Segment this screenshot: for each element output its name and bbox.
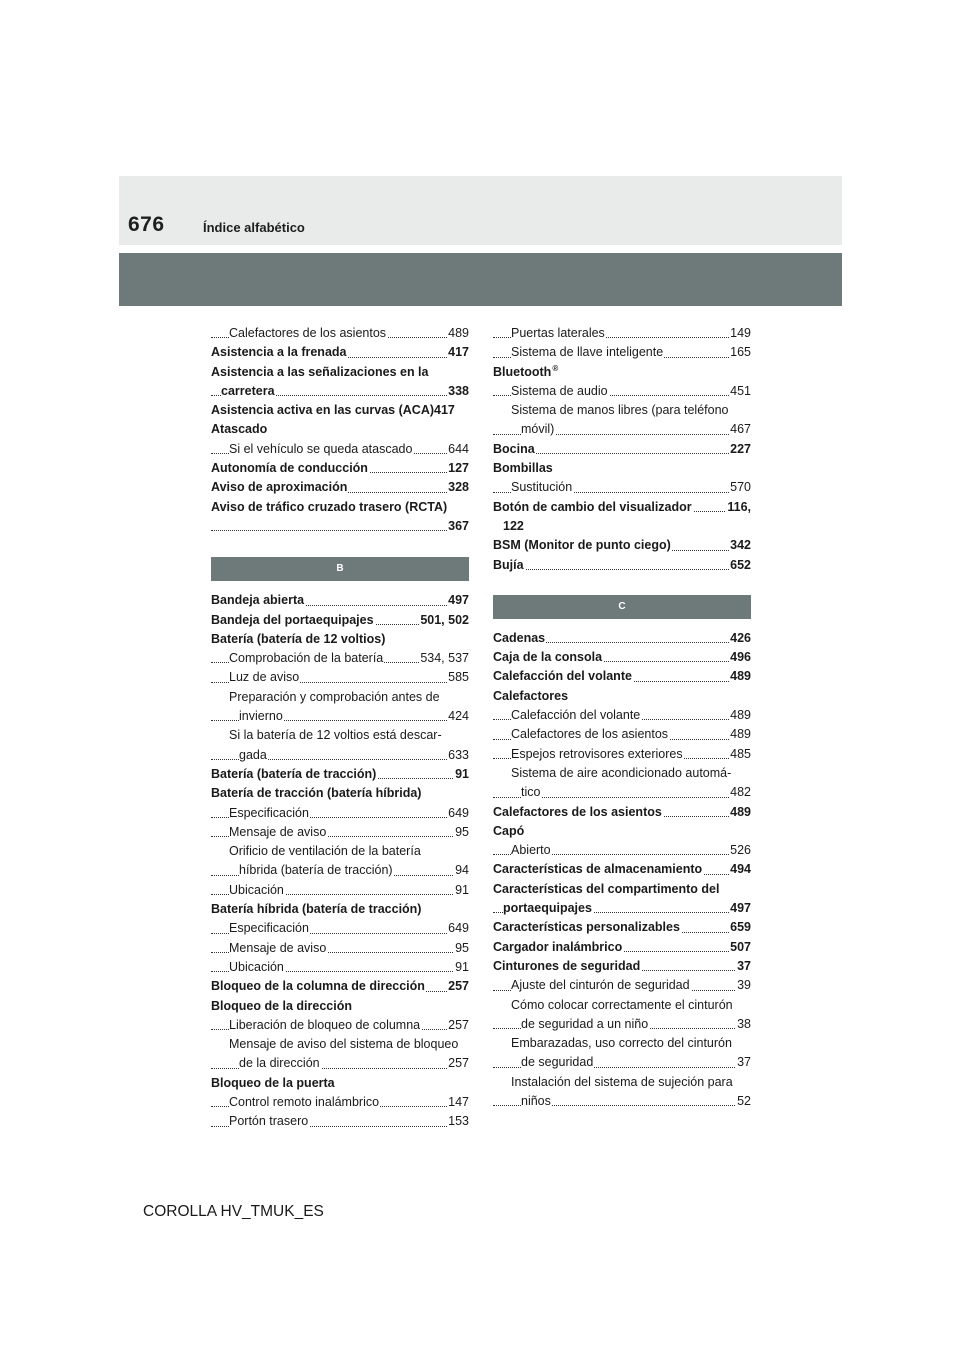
index-entry-page: 426 bbox=[729, 629, 751, 648]
index-entry bbox=[211, 726, 469, 745]
index-entry-term: Batería (batería de tracción) bbox=[211, 766, 377, 781]
index-entry bbox=[493, 880, 751, 899]
index-entry bbox=[211, 1016, 469, 1035]
index-entry-page: 585 bbox=[447, 668, 469, 687]
index-entry-page: 570 bbox=[729, 478, 751, 497]
index-entry-term bbox=[221, 519, 222, 533]
registered-mark: ® bbox=[552, 363, 559, 373]
index-entry-page: 451 bbox=[729, 382, 751, 401]
index-entry-term: Sistema de llave inteligente bbox=[511, 345, 664, 360]
index-entry-page: 95 bbox=[454, 939, 469, 958]
index-entry bbox=[211, 746, 469, 765]
index-entry bbox=[493, 324, 751, 343]
index-entry bbox=[493, 783, 751, 802]
index-entry bbox=[211, 478, 469, 497]
index-entry bbox=[493, 745, 751, 764]
index-entry bbox=[493, 938, 751, 957]
index-entry-page: 38 bbox=[736, 1015, 751, 1034]
index-entry-term: Mensaje de aviso bbox=[229, 940, 327, 955]
index-entry-term: 122 bbox=[503, 518, 524, 533]
index-entry bbox=[211, 517, 469, 536]
index-entry-term: Botón de cambio del visualizador bbox=[493, 499, 692, 514]
index-entry-page: 489 bbox=[729, 667, 751, 686]
index-entry bbox=[493, 556, 751, 575]
index-entry-page: 367 bbox=[447, 517, 469, 536]
index-entry-term: portaequipajes bbox=[503, 901, 592, 916]
index-entry-page: 507 bbox=[729, 938, 751, 957]
index-entry-page: 257 bbox=[447, 1016, 469, 1035]
index-entry-term: Caja de la consola bbox=[493, 650, 603, 665]
dot-leader bbox=[493, 569, 751, 570]
dot-leader bbox=[211, 530, 469, 531]
index-entry bbox=[493, 401, 751, 420]
index-entry bbox=[493, 648, 751, 667]
index-entry-page: 424 bbox=[447, 707, 469, 726]
index-entry bbox=[211, 688, 469, 707]
index-entry-term: Bombillas bbox=[493, 461, 553, 476]
index-entry-page: 39 bbox=[736, 976, 751, 995]
index-entry-page: 328 bbox=[447, 478, 469, 497]
index-entry bbox=[211, 707, 469, 726]
index-entry bbox=[211, 1112, 469, 1131]
index-entry-term: de seguridad bbox=[521, 1055, 594, 1070]
index-entry bbox=[211, 1074, 469, 1093]
index-entry-page: 52 bbox=[736, 1092, 751, 1111]
index-entry bbox=[211, 919, 469, 938]
index-entry-term: Capó bbox=[493, 823, 525, 838]
index-entry-page: 116, bbox=[726, 498, 751, 517]
index-entry-page: 417 bbox=[447, 343, 469, 362]
index-entry-page: 147 bbox=[447, 1093, 469, 1112]
index-entry-term: Liberación de bloqueo de columna bbox=[229, 1017, 421, 1032]
index-entry bbox=[493, 1073, 751, 1092]
index-entry-term: Asistencia a las señalizaciones en la bbox=[211, 364, 429, 379]
index-column-left bbox=[211, 324, 469, 1132]
index-entry-term: Bloqueo de la puerta bbox=[211, 1075, 335, 1090]
index-entry bbox=[493, 860, 751, 879]
index-entry-term: Espejos retrovisores exteriores bbox=[511, 746, 683, 761]
index-entry-page: 482 bbox=[729, 783, 751, 802]
index-entry-term: Batería híbrida (batería de tracción) bbox=[211, 902, 422, 917]
index-entry-term: Atascado bbox=[211, 422, 268, 437]
index-entry-page: 91 bbox=[454, 765, 469, 784]
index-entry-page: 91 bbox=[454, 881, 469, 900]
index-entry-term: Sistema de audio bbox=[511, 383, 608, 398]
index-entry-page: 37 bbox=[736, 957, 751, 976]
index-entry-term: invierno bbox=[239, 709, 283, 724]
index-entry-term: Puertas laterales bbox=[511, 326, 605, 340]
index-entry bbox=[493, 667, 751, 686]
index-entry bbox=[493, 976, 751, 995]
index-entry-page: 633 bbox=[447, 746, 469, 765]
index-entry-term: de seguridad a un niño bbox=[521, 1016, 649, 1031]
index-entry-term: tico bbox=[521, 785, 541, 800]
index-entry-term: Sistema de aire acondicionado automá- bbox=[511, 765, 732, 780]
index-entry-page: 37 bbox=[736, 1053, 751, 1072]
index-entry bbox=[493, 822, 751, 841]
index-entry bbox=[211, 900, 469, 919]
index-group bbox=[211, 591, 469, 1131]
index-entry-term: niños bbox=[521, 1093, 551, 1108]
index-entry-term: Cinturones de seguridad bbox=[493, 958, 641, 973]
index-entry-page: 501, 502 bbox=[419, 611, 469, 630]
index-entry-page: 489 bbox=[729, 803, 751, 822]
index-entry bbox=[211, 823, 469, 842]
index-entry-page: 489 bbox=[447, 324, 469, 343]
index-entry-term: Bandeja del portaequipajes bbox=[211, 612, 374, 627]
index-entry-term: Ubicación bbox=[229, 882, 284, 897]
index-entry-page: 497 bbox=[447, 591, 469, 610]
index-entry-page: 165 bbox=[729, 343, 751, 362]
index-entry bbox=[211, 498, 469, 517]
index-entry bbox=[211, 440, 469, 459]
index-entry bbox=[493, 420, 751, 439]
index-entry bbox=[493, 725, 751, 744]
index-entry-term: Asistencia activa en las curvas (ACA)417 bbox=[211, 403, 455, 418]
index-entry bbox=[493, 478, 751, 497]
index-entry bbox=[211, 1093, 469, 1112]
index-entry-term: Luz de aviso bbox=[229, 670, 300, 685]
index-entry bbox=[493, 536, 751, 555]
index-entry-term: Calefactores de los asientos bbox=[493, 804, 662, 819]
index-entry bbox=[211, 668, 469, 687]
section-title: Índice alfabético bbox=[203, 220, 305, 235]
index-entry-term: móvil) bbox=[521, 422, 555, 437]
index-entry bbox=[493, 440, 751, 459]
index-entry bbox=[493, 382, 751, 401]
index-entry-term: Bloqueo de la columna de dirección bbox=[211, 979, 425, 994]
index-entry-page: 485 bbox=[729, 745, 751, 764]
page-number: 676 bbox=[128, 213, 165, 236]
index-entry-term: Especificación bbox=[229, 921, 309, 936]
index-entry bbox=[211, 459, 469, 478]
index-entry-page: 257 bbox=[447, 977, 469, 996]
index-entry bbox=[493, 459, 751, 478]
index-entry-term: Control remoto inalámbrico bbox=[229, 1094, 380, 1109]
index-entry-page: 227 bbox=[729, 440, 751, 459]
index-entry-term: Abierto bbox=[511, 843, 551, 858]
index-entry-page: 496 bbox=[729, 648, 751, 667]
index-group bbox=[493, 629, 751, 1111]
index-entry bbox=[493, 1053, 751, 1072]
index-entry-page: 526 bbox=[729, 841, 751, 860]
index-entry-term: Portón trasero bbox=[229, 1114, 309, 1129]
index-entry-term: carretera bbox=[221, 383, 275, 398]
index-entry bbox=[493, 706, 751, 725]
index-entry bbox=[493, 899, 751, 918]
index-entry-term: Si el vehículo se queda atascado bbox=[229, 441, 413, 456]
index-entry bbox=[493, 687, 751, 706]
index-entry-term: Preparación y comprobación antes de bbox=[229, 689, 440, 704]
header-dark-bar bbox=[119, 253, 842, 306]
footer-model-code: COROLLA HV_TMUK_ES bbox=[143, 1203, 324, 1220]
index-entry-term: Aviso de aproximación bbox=[211, 480, 348, 495]
index-entry-page: 494 bbox=[729, 860, 751, 879]
index-entry bbox=[493, 517, 751, 536]
index-entry bbox=[493, 629, 751, 648]
index-entry bbox=[211, 804, 469, 823]
index-entry bbox=[211, 977, 469, 996]
index-entry bbox=[211, 1054, 469, 1073]
index-entry bbox=[211, 324, 469, 343]
index-entry-page: 342 bbox=[729, 536, 751, 555]
index-group bbox=[493, 324, 751, 575]
index-entry-term: Autonomía de conducción bbox=[211, 461, 368, 476]
index-entry-page: 649 bbox=[447, 919, 469, 938]
index-entry-term: híbrida (batería de tracción) bbox=[239, 863, 393, 878]
index-entry-page: 153 bbox=[447, 1112, 469, 1131]
index-entry-term: Instalación del sistema de sujeción para bbox=[511, 1074, 733, 1089]
index-group bbox=[211, 324, 469, 536]
index-entry-term: Ubicación bbox=[229, 959, 284, 974]
index-entry-term: Cómo colocar correctamente el cinturón bbox=[511, 997, 733, 1012]
index-entry-page: 489 bbox=[729, 706, 751, 725]
index-entry bbox=[211, 784, 469, 803]
index-entry-term: Calefactores de los asientos bbox=[229, 326, 387, 340]
index-entry-term: Mensaje de aviso del sistema de bloqueo bbox=[229, 1037, 459, 1052]
index-entry bbox=[211, 420, 469, 439]
index-entry-page: 338 bbox=[447, 382, 469, 401]
index-entry-term: BSM (Monitor de punto ciego) bbox=[493, 538, 671, 553]
index-column-right bbox=[493, 324, 751, 1111]
index-entry bbox=[211, 630, 469, 649]
index-entry-term: Calefacción del volante bbox=[493, 669, 632, 684]
index-entry bbox=[493, 803, 751, 822]
index-entry-term: Bandeja abierta bbox=[211, 593, 305, 608]
index-entry bbox=[211, 861, 469, 880]
index-entry-page: 652 bbox=[729, 556, 751, 575]
index-entry bbox=[493, 363, 751, 382]
index-entry-term: Cargador inalámbrico bbox=[493, 939, 623, 954]
index-entry-term: Mensaje de aviso bbox=[229, 824, 327, 839]
index-entry-term: Características del compartimento del bbox=[493, 881, 720, 896]
index-entry bbox=[211, 1035, 469, 1054]
index-entry-page: 534, 537 bbox=[419, 649, 469, 668]
index-entry-page: 649 bbox=[447, 804, 469, 823]
index-entry bbox=[493, 996, 751, 1015]
index-entry-term: Cadenas bbox=[493, 630, 546, 645]
index-entry bbox=[493, 957, 751, 976]
index-entry-page: 95 bbox=[454, 823, 469, 842]
index-entry-term: Batería (batería de 12 voltios) bbox=[211, 631, 386, 646]
index-entry-term: Ajuste del cinturón de seguridad bbox=[511, 978, 690, 993]
index-entry bbox=[211, 765, 469, 784]
index-entry bbox=[211, 343, 469, 362]
index-entry-page: 489 bbox=[729, 725, 751, 744]
index-entry-page: 644 bbox=[447, 440, 469, 459]
letter-heading-b: B bbox=[211, 557, 469, 581]
index-entry bbox=[211, 382, 469, 401]
index-entry-page: 94 bbox=[454, 861, 469, 880]
letter-heading-c: C bbox=[493, 595, 751, 619]
index-entry-page: 127 bbox=[447, 459, 469, 478]
index-entry bbox=[211, 997, 469, 1016]
index-entry-page: 467 bbox=[729, 420, 751, 439]
index-entry bbox=[211, 591, 469, 610]
index-entry-term: Calefacción del volante bbox=[511, 708, 641, 723]
index-entry bbox=[493, 764, 751, 783]
index-entry-term: Aviso de tráfico cruzado trasero (RCTA) bbox=[211, 499, 448, 514]
index-entry-term: Especificación bbox=[229, 805, 309, 820]
index-entry bbox=[493, 1092, 751, 1111]
index-entry-page: 257 bbox=[447, 1054, 469, 1073]
index-entry bbox=[493, 1015, 751, 1034]
index-entry bbox=[493, 918, 751, 937]
index-entry-term: Calefactores bbox=[493, 688, 569, 703]
index-entry bbox=[493, 343, 751, 362]
index-entry-term: Sistema de manos libres (para teléfono bbox=[511, 403, 729, 418]
index-entry-page: 659 bbox=[729, 918, 751, 937]
index-entry-term: de la dirección bbox=[239, 1056, 320, 1071]
index-entry bbox=[211, 649, 469, 668]
index-entry-term: gada bbox=[239, 747, 267, 762]
index-entry bbox=[211, 842, 469, 861]
index-entry-term: Embarazadas, uso correcto del cinturón bbox=[511, 1036, 732, 1051]
index-entry-term: Asistencia a la frenada bbox=[211, 345, 347, 360]
index-entry bbox=[493, 1034, 751, 1053]
index-entry-term: Bocina bbox=[493, 441, 535, 456]
index-entry bbox=[211, 939, 469, 958]
index-entry bbox=[211, 363, 469, 382]
index-entry bbox=[211, 401, 469, 420]
index-entry-term: Comprobación de la batería bbox=[229, 651, 384, 666]
index-entry bbox=[211, 611, 469, 630]
index-entry-page: 497 bbox=[729, 899, 751, 918]
index-entry-term: Si la batería de 12 voltios está descar- bbox=[229, 728, 442, 743]
index-entry bbox=[211, 958, 469, 977]
index-entry-term: Sustitución bbox=[511, 480, 573, 495]
index-entry-term: Bluetooth bbox=[493, 364, 552, 379]
index-entry bbox=[211, 881, 469, 900]
index-entry-page: 149 bbox=[729, 324, 751, 343]
index-entry-page: 91 bbox=[454, 958, 469, 977]
index-entry-term: Batería de tracción (batería híbrida) bbox=[211, 786, 422, 801]
index-entry-term: Características de almacenamiento bbox=[493, 862, 703, 877]
index-entry bbox=[493, 841, 751, 860]
index-entry-term: Características personalizables bbox=[493, 920, 680, 935]
index-entry-term: Calefactores de los asientos bbox=[511, 727, 669, 742]
index-entry bbox=[493, 498, 751, 517]
index-entry-term: Orificio de ventilación de la batería bbox=[229, 844, 421, 859]
index-entry-term: Bloqueo de la dirección bbox=[211, 998, 352, 1013]
index-entry-term: Bujía bbox=[493, 557, 524, 572]
